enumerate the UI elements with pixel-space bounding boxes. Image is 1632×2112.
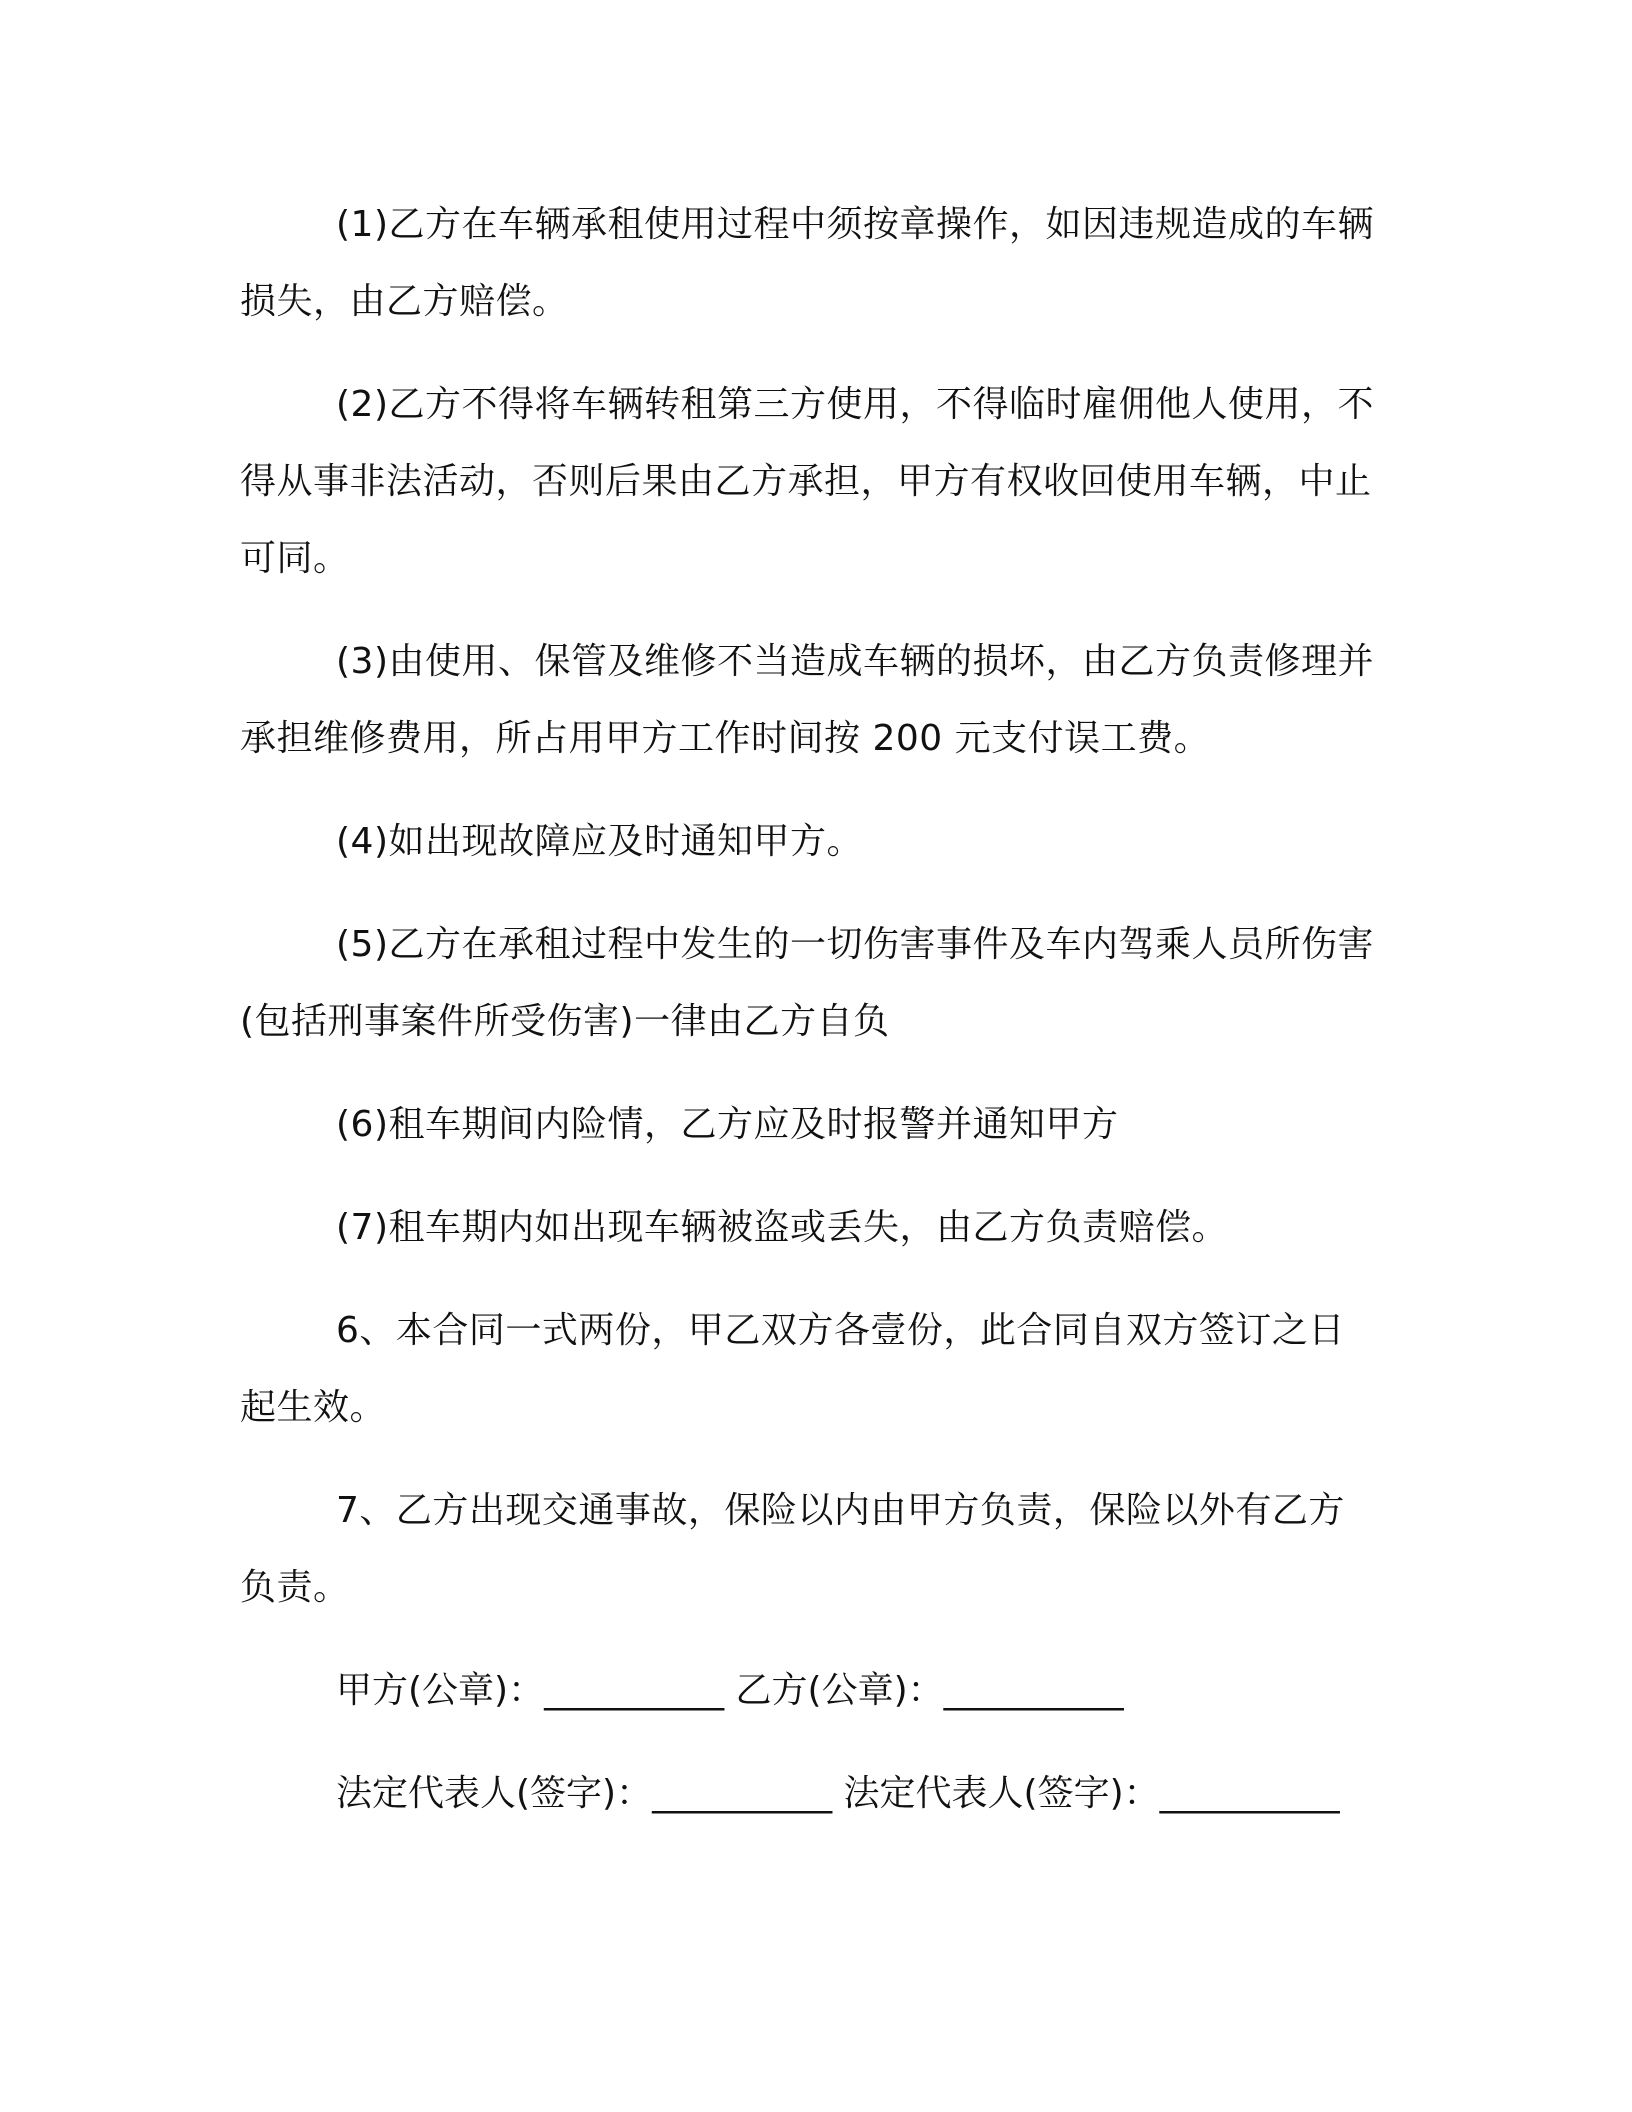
seal-signature-line: 甲方(公章)：__________ 乙方(公章)：__________ — [336, 1670, 1124, 1711]
representative-signature-line: 法定代表人(签字)：__________ 法定代表人(签字)：__________ — [336, 1773, 1340, 1814]
clause-7: (7)租车期内如出现车辆被盗或丢失，由乙方负责赔偿。 — [336, 1207, 1228, 1248]
clause-3: (3)由使用、保管及维修不当造成车辆的损坏，由乙方负责修理并承担维修费用，所占用甲方工作时间按 200 元支付误工费。 — [240, 641, 1374, 759]
article-7: 7、乙方出现交通事故，保险以内由甲方负责，保险以外有乙方负责。 — [240, 1490, 1345, 1608]
clause-6: (6)租车期间内险情，乙方应及时报警并通知甲方 — [336, 1104, 1119, 1145]
clause-2: (2)乙方不得将车辆转租第三方使用，不得临时雇佣他人使用，不得从事非法活动，否则后果由乙方承担，甲方有权收回使用车辆，中止可同。 — [240, 384, 1374, 579]
document-page — [240, 186, 1376, 1858]
article-6: 6、本合同一式两份，甲乙双方各壹份，此合同自双方签订之日起生效。 — [240, 1310, 1345, 1428]
clause-5: (5)乙方在承租过程中发生的一切伤害事件及车内驾乘人员所伤害(包括刑事案件所受伤害)一律由乙方自负 — [240, 924, 1374, 1042]
clause-1: (1)乙方在车辆承租使用过程中须按章操作，如因违规造成的车辆损失，由乙方赔偿。 — [240, 204, 1374, 322]
clause-4: (4)如出现故障应及时通知甲方。 — [336, 821, 863, 862]
